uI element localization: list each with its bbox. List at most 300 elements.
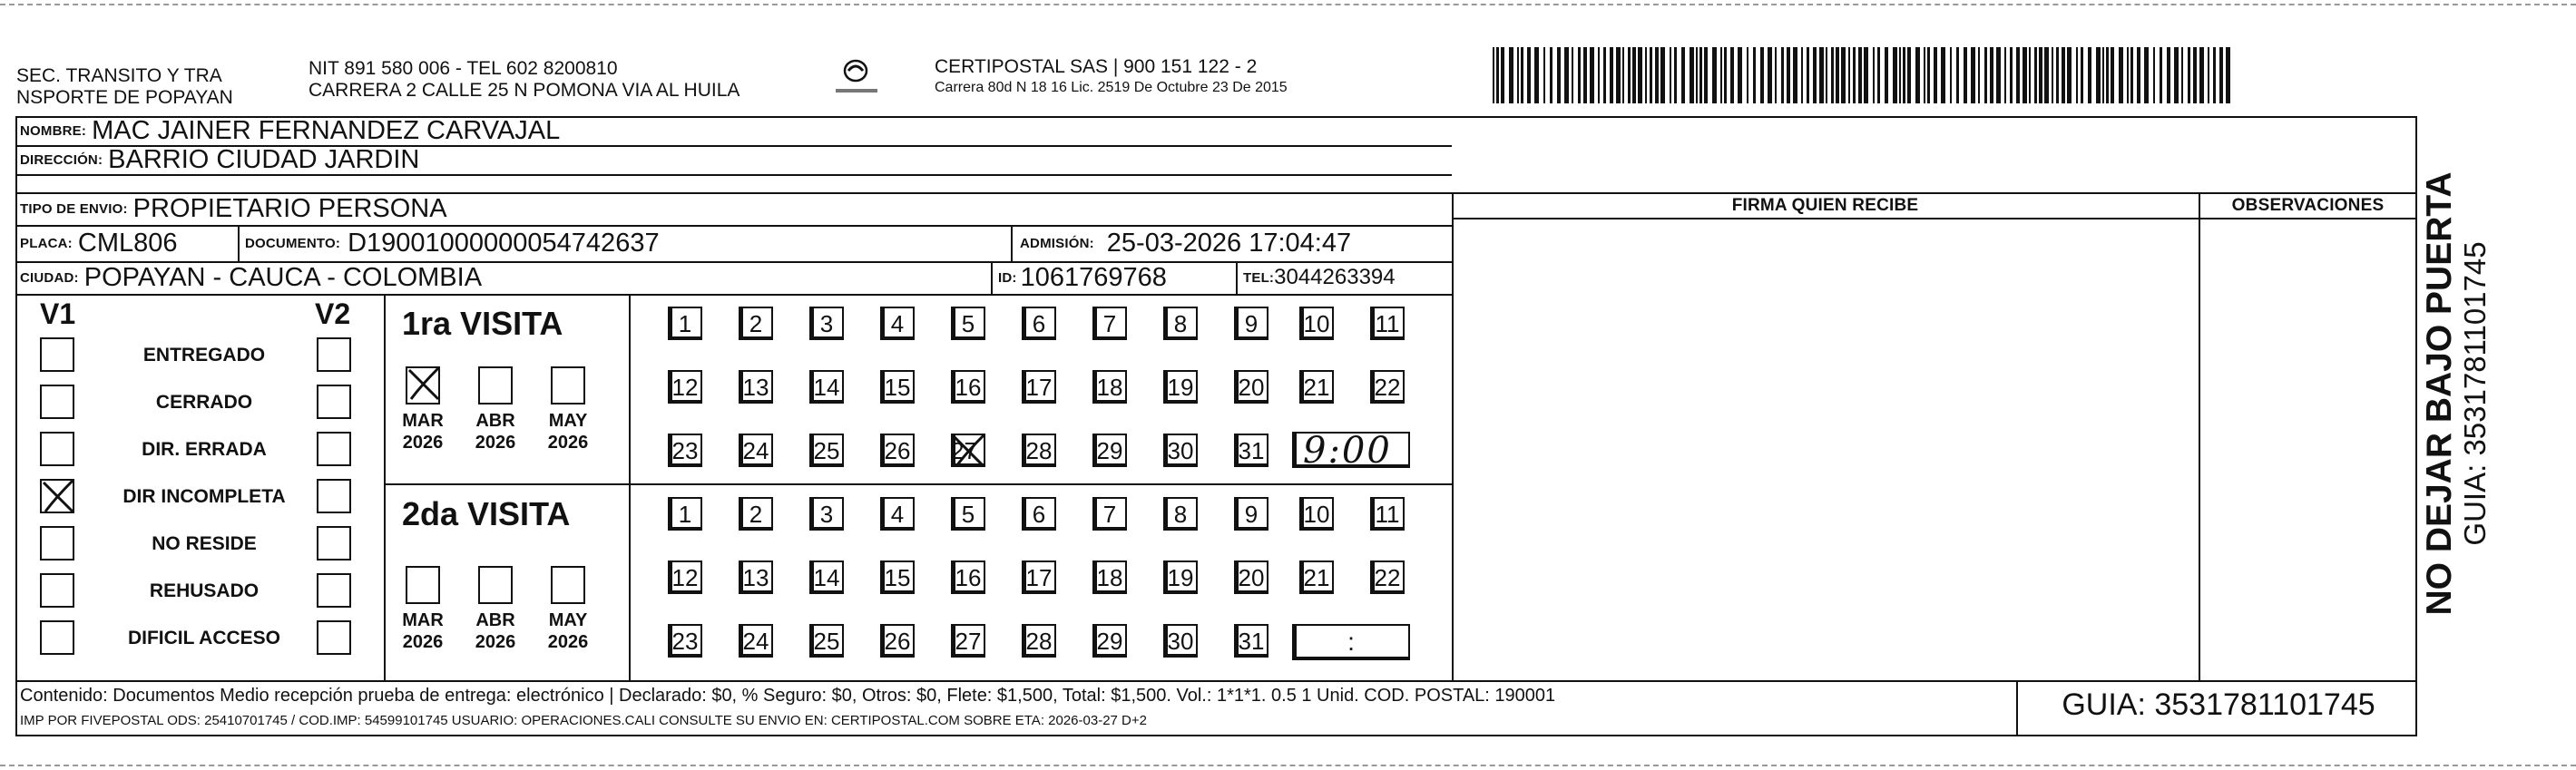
day-box[interactable]: 26 [880,434,915,467]
documento-row [245,225,660,261]
status-v2-checkbox[interactable] [317,337,351,372]
month-label [468,609,523,653]
col-line [2199,192,2200,680]
barcode-bar [1572,47,1573,103]
side-guia: GUIA: 3531781101745 [2458,241,2492,546]
day-box[interactable]: 20 [1234,560,1268,594]
barcode-bar [2076,47,2078,103]
month-year: 2026 [547,433,589,453]
status-v2-checkbox[interactable] [317,385,351,419]
day-box[interactable]: 12 [668,370,702,404]
barcode-bar [2088,47,2091,103]
side-rotated [2421,140,2493,648]
footer-imp: IMP POR FIVEPOSTAL ODS: 25410701745 / COD.IMP: 54599101745 USUARIO: OPERACIONES.CALI CONSULTE SU ENVIO EN: CERTIPOSTAL.COM SOBRE ETA: 2026-03-27 D+2 [20,713,1147,728]
barcode-bar [2199,47,2204,103]
day-box[interactable]: 4 [880,497,915,531]
barcode-bar [2130,47,2133,103]
day-box[interactable]: 30 [1163,624,1198,658]
barcode-bar [1543,47,1545,103]
day-box[interactable]: 15 [880,560,915,594]
status-v2-checkbox[interactable] [317,573,351,608]
col-line [1452,192,1454,680]
barcode-bar [2119,47,2123,103]
barcode-bar [1836,47,1839,103]
day-box[interactable]: 8 [1163,497,1198,531]
barcode-bar [1978,47,1980,103]
barcode-bar [1819,47,1824,103]
barcode-bar [1670,47,1671,103]
observaciones-label: OBSERVACIONES [2231,196,2385,215]
barcode-bar [1885,47,1888,103]
barcode-bar [2181,47,2183,103]
barcode-bar [1903,47,1905,103]
barcode-bar [1496,47,1499,103]
day-box[interactable]: 16 [951,370,985,404]
day-box[interactable]: 21 [1299,560,1334,594]
month-year: 2026 [475,632,516,652]
barcode-bar [1655,47,1659,103]
day-box[interactable]: 18 [1092,560,1127,594]
day-box[interactable]: 17 [1022,560,1056,594]
month-checkbox[interactable] [551,566,585,604]
observations-area[interactable] [2202,221,2414,677]
org-contact [309,58,739,102]
status-v2-checkbox[interactable] [317,526,351,560]
day-box[interactable]: 19 [1163,560,1198,594]
barcode [1493,47,2237,103]
barcode-bar [1984,47,1987,103]
barcode-bar [2188,47,2190,103]
col-line [1236,261,1238,294]
month-label [541,609,595,653]
barcode-bar [2039,47,2042,103]
day-box[interactable]: 31 [1234,434,1268,467]
day-box[interactable]: 25 [809,624,844,658]
col-line [2016,680,2018,736]
month-name: MAY [548,411,588,431]
row-line [15,294,1452,296]
status-v1-checkbox[interactable] [40,620,74,655]
placa-label: PLACA: [20,235,73,251]
day-box[interactable]: 18 [1092,370,1127,404]
footer-contenido: Contenido: Documentos Medio recepción prueba de entrega: electrónico | Declarado: $0, % Seguro: $0, Otros: $0, Flete: $1,500, Total: $1,500. Vol.: 1*1*1. 0.5 1 Unid. COD. POSTAL: 190001 [20,686,1556,706]
day-box[interactable]: 17 [1022,370,1056,404]
nombre-value: MAC JAINER FERNANDEZ CARVAJAL [92,115,561,145]
status-v1-checkbox[interactable] [40,526,74,560]
col-line [238,225,240,261]
barcode-bar [1660,47,1665,103]
day-box[interactable]: 27 [951,624,985,658]
nombre-label: NOMBRE: [20,122,87,139]
barcode-bar [2067,47,2072,103]
barcode-bar [1853,47,1856,103]
barcode-bar [1787,47,1790,103]
barcode-bar [1781,47,1784,103]
barcode-bar [2208,47,2209,103]
status-label: DIR. ERRADA [142,439,267,460]
month-checkbox[interactable] [551,366,585,404]
col-line [1011,225,1013,261]
day-box[interactable]: 7 [1092,307,1127,340]
barcode-bar [1590,47,1594,103]
barcode-bar [2111,47,2114,103]
month-label [541,410,595,453]
second-visit-time-box[interactable] [1292,624,1410,660]
month-year: 2026 [547,632,589,652]
day-box[interactable]: 26 [880,624,915,658]
day-box[interactable]: 5 [951,497,985,531]
month-checkbox[interactable] [478,566,513,604]
status-v1-checkbox[interactable] [40,479,74,513]
day-box[interactable]: 25 [809,434,844,467]
direccion-value: BARRIO CIUDAD JARDIN [108,144,420,174]
barcode-bar [2034,47,2037,103]
barcode-bar [2062,47,2065,103]
side-panel [2421,140,2493,648]
day-box[interactable]: 6 [1022,497,1056,531]
barcode-bar [2004,47,2006,103]
day-box[interactable]: 29 [1092,434,1127,467]
day-box[interactable] [951,434,985,467]
org-name [16,65,233,109]
barcode-bar [2056,47,2059,103]
admision-label: ADMISIÓN: [1020,235,1094,251]
barcode-bar [1521,47,1523,103]
barcode-bar [1964,47,1967,103]
day-box[interactable]: 20 [1234,370,1268,404]
barcode-bar [1632,47,1636,103]
barcode-bar [1517,47,1519,103]
barcode-bar [1730,47,1734,103]
documento-label: DOCUMENTO: [245,235,341,251]
month-label [396,609,450,653]
status-v1-checkbox[interactable] [40,432,74,466]
cut-line-top [0,4,2576,5]
barcode-bar [2137,47,2140,103]
documento-value: D19001000000054742637 [348,228,660,258]
barcode-bar [1775,47,1777,103]
day-box[interactable]: 12 [668,560,702,594]
col-line [384,294,386,680]
barcode-bar [2174,47,2179,103]
side-warning: NO DEJAR BAJO PUERTA [2420,171,2459,616]
day-box[interactable]: 13 [739,370,773,404]
barcode-bar [2044,47,2049,103]
barcode-bar [1724,47,1727,103]
status-v2-checkbox[interactable] [317,620,351,655]
barcode-bar [2052,47,2053,103]
barcode-bar [1996,47,2001,103]
day-box[interactable]: 6 [1022,307,1056,340]
signature-area[interactable] [1455,221,2195,677]
barcode-bar [1813,47,1817,103]
barcode-bar [1877,47,1880,103]
barcode-bar [1873,47,1875,103]
day-box[interactable]: 28 [1022,434,1056,467]
nit-line: NIT 891 580 006 - TEL 602 8200810 [309,58,618,79]
barcode-bar [1550,47,1552,103]
barcode-bar [1738,47,1742,103]
direccion-label: DIRECCIÓN: [20,151,103,168]
tel-row [1243,261,1396,294]
day-box[interactable]: 14 [809,560,844,594]
day-box[interactable]: 9 [1234,497,1268,531]
barcode-bar [2144,47,2149,103]
day-box[interactable]: 1 [668,497,702,531]
org-line-2: NSPORTE DE POPAYAN [16,87,233,108]
barcode-bar [2160,47,2162,103]
barcode-bar [1610,47,1613,103]
month-label [468,410,523,453]
col-line [629,294,631,680]
id-row [998,261,1167,294]
barcode-bar [1603,47,1606,103]
day-box[interactable]: 4 [880,307,915,340]
barcode-bar [1826,47,1827,103]
barcode-bar [1927,47,1930,103]
status-v1-checkbox[interactable] [40,573,74,608]
direccion-row [20,145,419,174]
day-box[interactable]: 10 [1299,497,1334,531]
day-box[interactable]: 15 [880,370,915,404]
org-line-1: SEC. TRANSITO Y TRA [16,65,222,86]
barcode-bar [1557,47,1561,103]
barcode-bar [1747,47,1748,103]
barcode-bar [1534,47,1539,103]
day-box[interactable]: 23 [668,434,702,467]
x-mark-icon [404,363,444,403]
day-box[interactable]: 21 [1299,370,1334,404]
ciudad-row [20,261,482,294]
first-visit-time: 9:00 [1303,430,1392,472]
month-name: ABR [475,610,515,630]
day-box[interactable]: 23 [668,624,702,658]
ciudad-value: POPAYAN - CAUCA - COLOMBIA [83,262,483,292]
month-name: ABR [475,411,515,431]
second-visit-time-placeholder: : [1347,628,1355,656]
month-checkbox[interactable] [406,366,440,404]
status-label: DIFICIL ACCESO [127,628,280,648]
barcode-bar [1720,47,1722,103]
courier-info [935,56,1288,98]
day-box[interactable]: 14 [809,370,844,404]
x-mark-icon [38,475,78,515]
barcode-bar [1915,47,1920,103]
id-label: ID: [998,269,1017,286]
barcode-bar [1907,47,1911,103]
day-box[interactable]: 22 [1370,370,1405,404]
cut-line-bottom [0,765,2576,766]
status-label: ENTREGADO [142,345,266,366]
barcode-bar [2167,47,2170,103]
courier-sub-line: Carrera 80d N 18 16 Lic. 2519 De Octubre 23 De 2015 [935,80,1288,95]
day-box[interactable]: 16 [951,560,985,594]
ciudad-label: CIUDAD: [20,269,79,286]
v2-label: V2 [315,297,351,330]
day-box[interactable]: 2 [739,497,773,531]
barcode-bar [1616,47,1621,103]
barcode-bar [1941,47,1945,103]
day-box[interactable]: 30 [1163,434,1198,467]
address-line: CARRERA 2 CALLE 25 N POMONA VIA AL HUILA [309,80,740,101]
barcode-bar [2102,47,2104,103]
month-year: 2026 [475,433,516,453]
day-number-struck: 27 [951,437,977,464]
barcode-bar [1768,47,1772,103]
barcode-bar [2029,47,2031,103]
placa-row [20,225,178,261]
month-year: 2026 [402,433,444,453]
barcode-bar [2106,47,2109,103]
status-v2-checkbox[interactable] [317,479,351,513]
barcode-bar [1801,47,1803,103]
day-box[interactable]: 11 [1370,497,1405,531]
first-visit-title: 1ra VISITA [402,305,563,342]
barcode-bar [1971,47,1975,103]
tipo-value: PROPIETARIO PERSONA [132,193,447,223]
barcode-bar [1956,47,1959,103]
day-box[interactable]: 24 [739,624,773,658]
barcode-bar [1583,47,1587,103]
first-visit-time-box[interactable] [1292,430,1410,472]
barcode-bar [1712,47,1717,103]
barcode-bar [1645,47,1647,103]
tel-value: 3044263394 [1274,265,1396,289]
barcode-bar [1760,47,1764,103]
v1-label: V1 [40,297,76,330]
day-box[interactable]: 22 [1370,560,1405,594]
barcode-bar [1493,47,1494,103]
barcode-bar [2016,47,2020,103]
barcode-bar [1578,47,1581,103]
barcode-bar [2023,47,2027,103]
footer-line [15,680,2417,682]
month-name: MAR [402,610,444,630]
day-box[interactable]: 1 [668,307,702,340]
barcode-bar [1893,47,1897,103]
x-mark-icon [949,430,989,470]
courier-line: CERTIPOSTAL SAS | 900 151 122 - 2 [935,56,1258,77]
barcode-bar [1638,47,1642,103]
status-v1-checkbox[interactable] [40,337,74,372]
barcode-bar [1699,47,1702,103]
row-line [384,483,1452,485]
status-label: NO RESIDE [152,533,257,554]
day-box[interactable]: 31 [1234,624,1268,658]
barcode-bar [2153,47,2155,103]
second-visit-title: 2da VISITA [402,495,571,532]
barcode-bar [2081,47,2083,103]
barcode-bar [1650,47,1652,103]
day-box[interactable]: 13 [739,560,773,594]
day-box[interactable]: 19 [1163,370,1198,404]
month-label [396,410,450,453]
day-box[interactable]: 3 [809,307,844,340]
barcode-bar [1674,47,1677,103]
footer-guia: GUIA: 3531781101745 [2062,687,2375,722]
month-name: MAY [548,610,588,630]
barcode-bar [1990,47,1993,103]
barcode-bar [1509,47,1513,103]
admision-row [1020,225,1351,261]
day-box[interactable]: 7 [1092,497,1127,531]
day-box[interactable]: 5 [951,307,985,340]
barcode-bar [1848,47,1850,103]
month-checkbox[interactable] [478,366,513,404]
barcode-bar [1899,47,1901,103]
barcode-bar [1704,47,1708,103]
status-label: REHUSADO [149,580,260,601]
barcode-bar [1864,47,1868,103]
tipo-label: TIPO DE ENVIO: [20,200,128,217]
barcode-bar [2010,47,2013,103]
barcode-bar [1681,47,1685,103]
status-label: DIR INCOMPLETA [122,486,286,507]
barcode-bar [1793,47,1797,103]
col-line [991,261,993,294]
barcode-bar [1831,47,1834,103]
tel-label: TEL: [1243,269,1275,286]
courier-logo-icon [830,53,885,103]
day-box[interactable]: 11 [1370,307,1405,340]
barcode-bar [2127,47,2129,103]
id-value: 1061769768 [1020,262,1167,292]
month-year: 2026 [402,632,444,652]
barcode-bar [1807,47,1809,103]
barcode-bar [1598,47,1600,103]
barcode-bar [1628,47,1631,103]
barcode-bar [2193,47,2197,103]
row-line [1452,218,2199,219]
barcode-bar [1841,47,1846,103]
barcode-bar [1527,47,1531,103]
status-label: CERRADO [155,392,253,413]
barcode-bar [1501,47,1504,103]
day-box[interactable]: 10 [1299,307,1334,340]
barcode-bar [2226,47,2230,103]
barcode-bar [1924,47,1925,103]
nombre-row [20,116,560,145]
month-name: MAR [402,411,444,431]
day-box[interactable]: 24 [739,434,773,467]
day-box[interactable]: 8 [1163,307,1198,340]
day-box[interactable]: 3 [809,497,844,531]
placa-value: CML806 [77,228,178,258]
barcode-bar [1696,47,1698,103]
barcode-bar [1858,47,1862,103]
firma-label: FIRMA QUIEN RECIBE [1731,196,1919,215]
barcode-bar [1753,47,1756,103]
barcode-bar [2219,47,2223,103]
barcode-bar [1690,47,1694,103]
admision-value: 25-03-2026 17:04:47 [1106,228,1352,258]
status-v2-checkbox[interactable] [317,432,351,466]
day-box[interactable]: 29 [1092,624,1127,658]
barcode-bar [2096,47,2101,103]
tipo-row [20,192,447,225]
barcode-bar [2213,47,2216,103]
day-box[interactable]: 9 [1234,307,1268,340]
barcode-bar [1622,47,1624,103]
day-box[interactable]: 2 [739,307,773,340]
status-v1-checkbox[interactable] [40,385,74,419]
day-box[interactable]: 28 [1022,624,1056,658]
barcode-bar [1950,47,1952,103]
row-line [2199,218,2417,219]
barcode-bar [1934,47,1937,103]
barcode-bar [1564,47,1569,103]
month-checkbox[interactable] [406,566,440,604]
